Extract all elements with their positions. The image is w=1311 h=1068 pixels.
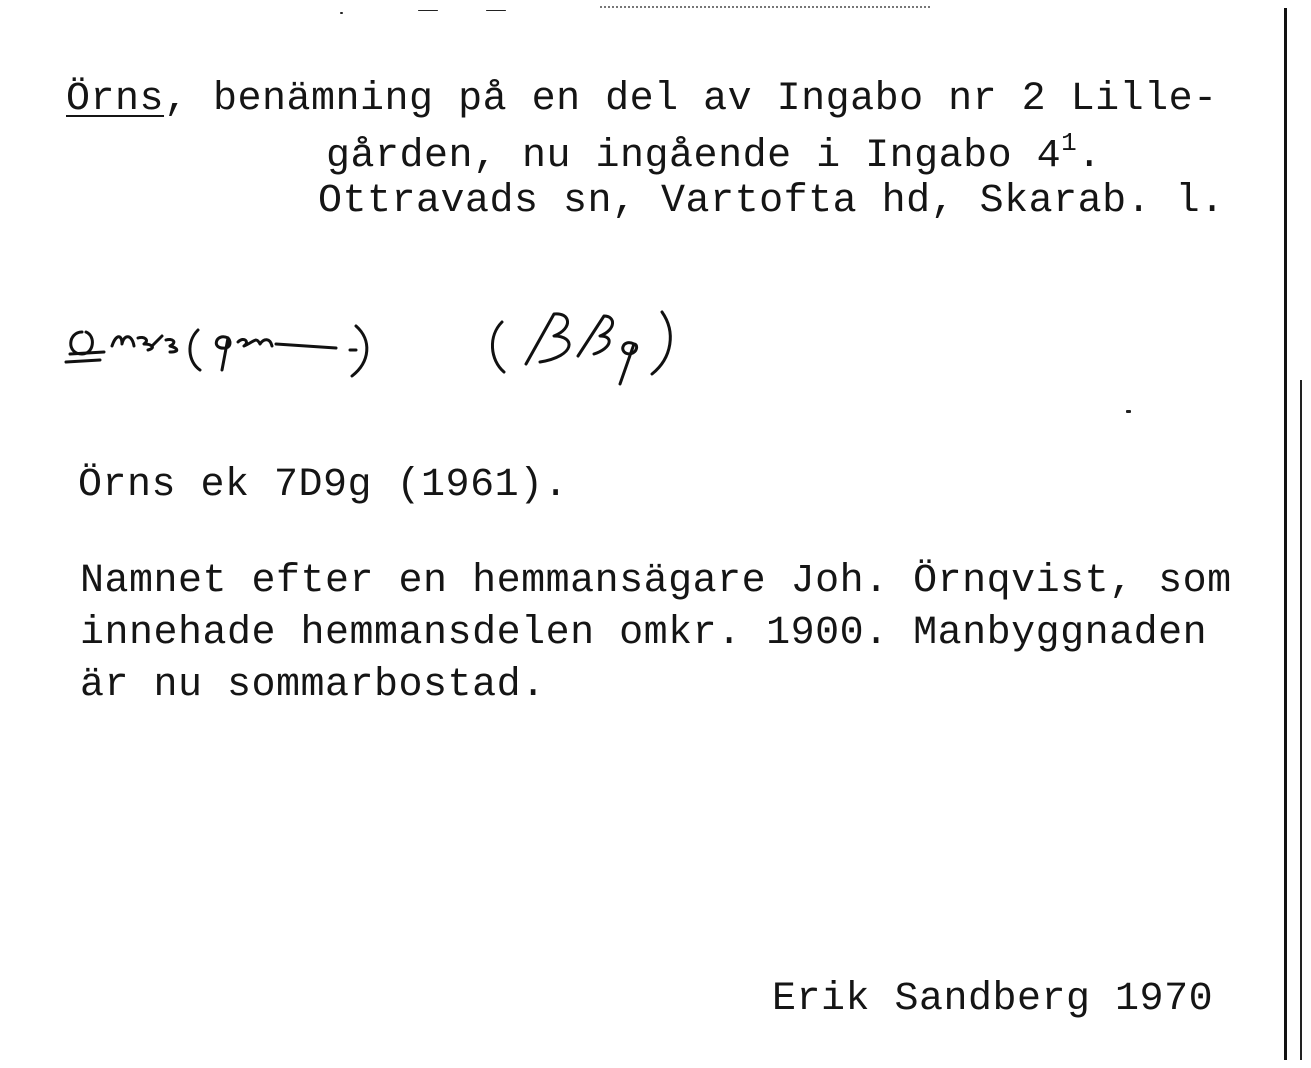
card-right-edge xyxy=(1284,8,1287,1060)
scan-speck xyxy=(418,10,438,11)
signature: Erik Sandberg 1970 xyxy=(772,977,1214,1022)
entry-line-2-text: gården, nu ingående i Ingabo 4 xyxy=(326,134,1062,179)
card-right-edge-shadow xyxy=(1300,380,1302,1060)
handwritten-pronunciation xyxy=(60,292,720,392)
scan-edge-marks xyxy=(600,6,930,10)
note-line-1: Namnet efter en hemmansägare Joh. Örnqvist, som xyxy=(80,559,1232,604)
note-line-3: är nu sommarbostad. xyxy=(80,663,546,708)
entry-line-2-superscript: 1 xyxy=(1061,128,1078,158)
note-line-2: innehade hemmansdelen omkr. 1900. Manbyggnaden xyxy=(80,611,1208,656)
entry-line-1-text: , benämning på en del av Ingabo nr 2 Lille- xyxy=(164,77,1218,122)
scan-speck xyxy=(486,10,506,11)
scan-speck xyxy=(340,12,343,14)
entry-line-3: Ottravads sn, Vartofta hd, Skarab. l. xyxy=(318,179,1225,224)
entry-line-2 xyxy=(326,130,1102,177)
headword: Örns xyxy=(66,77,165,122)
entry-line-2-end: . xyxy=(1077,134,1102,179)
scan-speck xyxy=(1126,410,1131,413)
entry-line-1 xyxy=(66,77,1218,122)
map-reference: Örns ek 7D9g (1961). xyxy=(78,463,569,508)
